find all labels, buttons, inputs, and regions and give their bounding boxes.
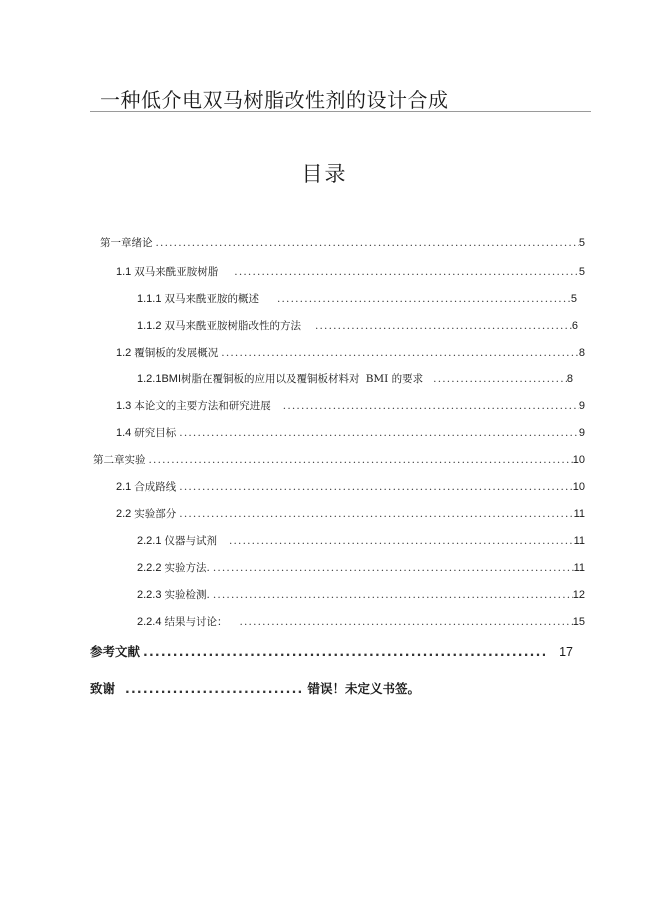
toc-leader-dots (218, 266, 579, 278)
toc-leader-dots (218, 347, 579, 359)
toc-leader-dots (210, 589, 573, 601)
toc-leader-dots (301, 320, 572, 332)
toc-entry-page: 11 (573, 562, 585, 574)
toc-entry-1-2[interactable] (116, 345, 585, 360)
toc-entry-page: 6 (571, 320, 578, 332)
toc-entry-1-1-2[interactable] (137, 318, 578, 333)
toc-entry-2-2-4[interactable] (137, 614, 585, 629)
toc-leader-dots (210, 562, 574, 574)
toc-entry-chapter-1[interactable] (97, 235, 585, 250)
toc-entry-page: 8 (578, 347, 585, 359)
toc-entry-number: 1.4 (116, 427, 132, 439)
toc-leader-dots (227, 616, 572, 628)
toc-entry-page: 8 (566, 373, 573, 385)
toc-entry-page: 5 (578, 266, 585, 278)
toc-entry-1-1-1[interactable] (137, 291, 577, 306)
toc-entry-number: 1.2.1BMI (137, 373, 182, 385)
toc-entry-text: 实验部分 (134, 508, 177, 520)
toc-entry-number: 1.3 (116, 400, 132, 412)
toc-leader-dots (146, 454, 573, 466)
toc-entry-number: 1.1.2 (137, 320, 162, 332)
toc-heading: 目录 (301, 162, 348, 186)
toc-leader-dots (259, 293, 571, 305)
toc-entry-text: 实验检测. (164, 589, 210, 601)
toc-entry-number: 2.2 (116, 508, 132, 520)
toc-entry-page: 9 (578, 427, 585, 439)
toc-entry-text: 覆铜板的发展概况 (134, 347, 219, 359)
toc-entry-text: 第二章实验 (93, 454, 146, 466)
toc-entry-number: 2.2.3 (137, 589, 162, 601)
toc-entry-page: 17 (559, 645, 573, 659)
toc-entry-page: 11 (573, 508, 585, 520)
toc-leader-dots (115, 681, 301, 696)
toc-leader-dots (153, 237, 579, 249)
toc-entry-page: 9 (578, 400, 585, 412)
toc-entry-page: 5 (570, 293, 577, 305)
toc-entry-2-2-1[interactable] (137, 533, 585, 548)
bookmark-error-text: 错误！未定义书签。 (307, 681, 420, 696)
toc-entry-2-2-3[interactable] (137, 587, 585, 602)
toc-entry-number: 2.2.4 (137, 616, 162, 628)
toc-entry-number: 2.1 (116, 481, 132, 493)
toc-entry-text: 致谢 (90, 681, 116, 696)
toc-entry-text: 仪器与试剂 (164, 535, 217, 547)
toc-entry-2-2[interactable] (116, 506, 585, 521)
toc-leader-dots (140, 644, 545, 659)
toc-entry-page: 5 (578, 237, 585, 249)
toc-entry-text: 第一章绪论 (100, 237, 153, 249)
toc-entry-page: 10 (572, 454, 585, 466)
toc-leader-dots (176, 481, 572, 493)
toc-entry-page: 12 (572, 589, 585, 601)
toc-entry-number: 1.2 (116, 347, 132, 359)
toc-entry-number: 2.2.1 (137, 535, 162, 547)
toc-entry-page: 15 (572, 616, 585, 628)
toc-entry-text-continued: BMI 的要求 (365, 373, 424, 385)
toc-entry-number: 1.1.1 (137, 293, 162, 305)
toc-entry-1-4[interactable] (116, 425, 585, 440)
toc-leader-dots (423, 373, 567, 385)
toc-entry-text: 双马来酰亚胺的概述 (164, 293, 259, 305)
toc-entry-text: 双马来酰亚胺树脂 (134, 266, 219, 278)
toc-entry-2-1[interactable] (116, 479, 585, 494)
toc-entry-text: 树脂在覆铜板的应用以及覆铜板材料对 (181, 373, 360, 385)
toc-entry-text: 双马来酰亚胺树脂改性的方法 (164, 320, 301, 332)
toc-entry-1-3[interactable] (116, 398, 585, 413)
toc-entry-chapter-2[interactable] (90, 452, 585, 467)
toc-entry-number: 1.1 (116, 266, 132, 278)
toc-leader-dots (176, 508, 573, 520)
toc-entry-references[interactable] (90, 642, 573, 660)
toc-entry-page: 10 (572, 481, 585, 493)
toc-entry-2-2-2[interactable] (137, 560, 585, 575)
toc-entry-page: 11 (573, 535, 585, 547)
toc-entry-number: 2.2.2 (137, 562, 162, 574)
toc-entry-text: 参考文献 (90, 644, 141, 659)
toc-leader-dots (217, 535, 574, 547)
toc-entry-text: 结果与讨论： (164, 616, 228, 628)
toc-entry-1-2-1[interactable] (137, 371, 573, 386)
toc-entry-text: 研究目标 (134, 427, 177, 439)
document-title: 一种低介电双马树脂改性剂的设计合成 (100, 88, 449, 112)
toc-entry-text: 实验方法. (164, 562, 210, 574)
toc-entry-1-1[interactable] (116, 264, 585, 279)
toc-entry-acknowledgements[interactable] (90, 679, 420, 697)
toc-entry-text: 合成路线 (134, 481, 177, 493)
toc-leader-dots (176, 427, 579, 439)
toc-entry-text: 本论文的主要方法和研究进展 (134, 400, 271, 412)
toc-leader-dots (271, 400, 579, 412)
